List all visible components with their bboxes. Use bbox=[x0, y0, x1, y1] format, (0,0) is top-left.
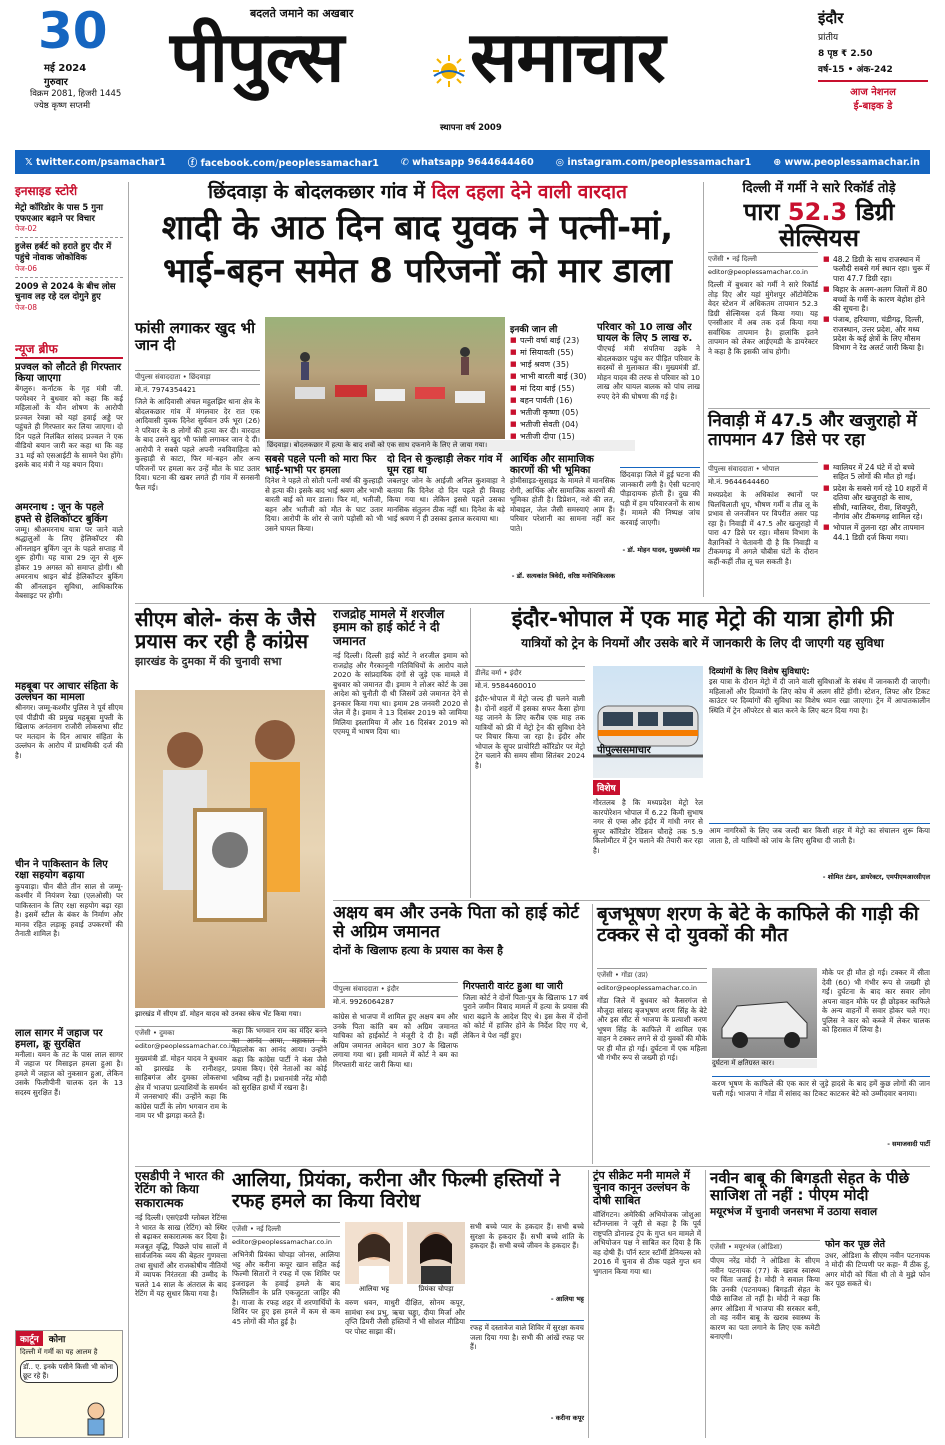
date-month: मई 2024 bbox=[44, 63, 87, 74]
brief-title: महबूबा पर आचार संहिता के उल्लंघन का मामला bbox=[15, 680, 118, 703]
sdp-story bbox=[135, 1170, 227, 1438]
sharjeel-headline: राजद्रोह मामले में शरजील इमाम को हाई कोर्ट ने दी जमानत bbox=[333, 607, 445, 648]
rafah-body2: वरुण धवन, माधुरी दीक्षित, सोनम कपूर, सामंथा रुथ प्रभु, ऋचा चड्ढा, दीया मिर्जा और तृप्ति डिमरी जैसी हस्तियों ने भी सोशल मीडिया पर पोस्ट साझा कीं। bbox=[345, 1298, 465, 1336]
niwari-bullet: ■ ग्वालियर में 24 घंटे में दो बच्चे सहित 5 लोगों की मौत हो गई। bbox=[823, 462, 930, 483]
akshay-body: कांग्रेस से भाजपा में शामिल हुए अक्षय बम और उनके पिता कांति बम को अग्रिम जमानत याचिका को हाईकोर्ट ने मंजूरी दे दी है। वहीं अग्रिम जमानत आवेदन धारा 307 के खिलाफ लगाया गया था। इसी मामले में कोर्ट ने बम का गिरफ्तारी वारंट जारी किया था। bbox=[333, 1012, 458, 1069]
brief-title: प्रज्वल को लौटते ही गिरफ्तार किया जाएगा bbox=[15, 362, 122, 385]
cm-note bbox=[620, 467, 700, 554]
globe-icon: ⊕ bbox=[773, 156, 785, 168]
bodies-illustration-icon bbox=[265, 317, 505, 439]
woman-portrait-icon bbox=[407, 1222, 465, 1284]
whatsapp-icon: ✆ bbox=[400, 156, 413, 168]
facebook-icon: ⓕ bbox=[187, 158, 201, 169]
whatsapp-text: whatsapp 9644644460 bbox=[412, 156, 534, 168]
cm-kans-body2: कहा कि भगवान राम का मंदिर बनने का आनंद आया, महाकाल के महालोक का आनंद आया। उन्होंने कहा कि कांग्रेस पार्टी ने कंस जैसे प्रयास किए। ऐसे नेताओं का कोई भविष्य नहीं है। प्रधानमंत्री नरेंद्र मोदी को सुरक्षित हाथों में रखना है। bbox=[232, 1026, 327, 1092]
lead-body: जिले के आदिवासी अंचल महुलझिर थाना क्षेत्र के बोदलकछार गांव में मंगलवार देर रात एक आदिवासी युवक दिनेश सुर्यवान उर्फ भूरा (26) ने परिवार के 8 लोगों की हत्या कर दी। वारदात के बाद उसने खुद भी फांसी लगाकर जान दे दी। आरोपी ने सबसे पहले अपनी नवविवाहिता को कुल्हाड़ी से काटा, फिर मां-बहन और अन्य परिजनों पर हमला कर उन्हें मौत के घाट उतार दिया। घटना की खबर लगते ही गांव में सनसनी फैल गई। bbox=[135, 397, 260, 492]
rafah-name-2: प्रियंका चोपड़ा bbox=[418, 1285, 454, 1293]
brief-item bbox=[15, 859, 123, 1021]
brief-body: श्रीनगर। जम्मू-कश्मीर पुलिस ने पूर्व सीएम एवं पीडीपी की प्रमुख महबूबा मुफ्ती के खिलाफ अनंतनाग राजौरी लोकसभा सीट पर मतदान के दिन आचार संहिता के उल्लंघन के आरोप में प्राथमिकी दर्ज की है। bbox=[15, 703, 123, 760]
people-illustration-icon bbox=[135, 690, 325, 1008]
instagram-icon: ◎ bbox=[555, 156, 568, 168]
rafah-quote-2-text: रफह में दस्तावेज वाले शिविर में सुरक्षा कवच जला दिया गया है। सभी की आंखें रफह पर हैं। bbox=[470, 1323, 584, 1351]
inside-item-page: पेज-06 bbox=[15, 263, 38, 273]
sharjeel-body: नई दिल्ली। दिल्ली हाई कोर्ट ने शरजील इमाम को राजद्रोह और गैरकानूनी गतिविधियों के आरोप वाले 2020 के सांप्रदायिक दंगों से जुड़े एक मामले में बुधवार को जमानत दी। इमाम ने लोअर कोर्ट के उस आदेश को चुनौती दी थी जिसमें उसे जमानत देने से इनकार किया गया था। इमाम 28 जनवरी 2020 से जेल में है। इमाम ने 13 दिसंबर 2019 को जामिया मिलिया इस्लामिया में और 16 दिसंबर 2019 को एएमयू में भाषण दिया था। bbox=[333, 651, 468, 737]
heat-headline bbox=[708, 199, 930, 253]
metro-mobile: मो.नं. 9584460010 bbox=[475, 682, 537, 690]
relief-body: पीएचई मंत्री संपतिया उइके ने बोदलकछार पहुंच कर पीड़ित परिवार के सदस्यों से मुलाकात की। मुख्यमंत्री डॉ. मोहन यादव की तरफ से परिवार को 10 लाख और घायल बालक को पांच लाख रुपए देने की घोषणा की गई है। bbox=[597, 344, 700, 401]
victim-item: ■ भतीजी कृष्णा (05) bbox=[510, 407, 595, 419]
heat-bullet: ■ बिहार के अलग-अलग जिलों में 80 बच्चों के गर्मी के कारण बेहोश होने की सूचना है। bbox=[823, 284, 930, 314]
inside-item[interactable] bbox=[15, 242, 123, 277]
brief-title: चीन ने पाकिस्तान के लिए रक्षा सहयोग बढ़ाया bbox=[15, 859, 108, 882]
naveen-byline: एजेंसी • मयूरभंज (ओडिशा) bbox=[710, 1240, 820, 1255]
inside-item-text: मेट्रो कॉरिडोर के पास 5 गुना एफएआर बढ़ाने पर विचार bbox=[15, 203, 103, 224]
trump-headline: ट्रंप सीक्रेट मनी मामले में चुनाव कानून उल्लंघन के दोषी साबित bbox=[593, 1169, 690, 1207]
lead-kicker bbox=[135, 182, 700, 203]
sdp-headline: एसडीपी ने भारत की रेटिंग को किया सकारात्मक bbox=[135, 1169, 225, 1210]
rafah-body: अभिनेत्री प्रियंका चोपड़ा जोनस, आलिया भट्ट और करीना कपूर खान सहित कई फिल्मी सितारों ने रफह में एक शिविर पर इजराइल के हवाई हमले के बाद फिलिस्तीन के प्रति एकजुटता जाहिर की है। गाजा के रफह शहर में शरणार्थियों के शिविर पर हुए इस हमले में कम से कम 45 लोगों की मौत हुई है। bbox=[232, 1250, 340, 1326]
naveen-story bbox=[710, 1170, 930, 1438]
column-rule bbox=[470, 608, 471, 898]
brij-story bbox=[597, 904, 930, 1159]
section-rule bbox=[135, 1166, 930, 1167]
today-day bbox=[818, 80, 928, 112]
akshay-sub2-box bbox=[463, 982, 588, 1157]
heat-byline: एजेंसी • नई दिल्ली bbox=[708, 252, 818, 267]
social-bar bbox=[15, 150, 930, 174]
rafah-photo-1 bbox=[345, 1222, 403, 1284]
victim-item: ■ भतीजी दीपा (15) bbox=[510, 431, 595, 443]
metro-right-body: इस यात्रा के दौरान मेट्रो में दी जाने वाली सुविधाओं के संबंध में जानकारी दी जाएगी। महिलाओं और दिव्यांगों के लिए कोच में अलग सीटें होंगी। स्टेशन, लिफ्ट और टिकट काउंटर पर दिव्यांगों की सुविधा का विशेष ध्यान रखा जाएगा। ट्रेन में आपातकालीन स्थिति में ट्रेन ऑपरेटर से बात करने के लिए बटन दिया गया है। bbox=[709, 677, 930, 715]
brief-body: कुपवाड़ा। चीन बीते तीन साल से जम्मू-कश्मीर में नियंत्रण रेखा (एलओसी) पर पाकिस्तान के लिए रक्षा सहयोग बढ़ा रहा है। इसमें स्टील के बंकर के निर्माण और मानव रहित लड़ाकू हवाई उपकरणों की तैनाती शामिल है। bbox=[15, 881, 123, 938]
whatsapp-link[interactable] bbox=[401, 157, 534, 168]
section-rule bbox=[333, 900, 930, 901]
inside-heading: इनसाइड स्टोरी bbox=[15, 184, 78, 198]
cm-note-sign: - डॉ. मोहन यादव, मुख्यमंत्री मप्र bbox=[622, 546, 700, 554]
akshay-mobile: मो.नं. 9926064287 bbox=[333, 998, 395, 1006]
brij-quote bbox=[712, 1076, 930, 1148]
rafah-byline: एजेंसी • नई दिल्ली bbox=[232, 1222, 340, 1237]
column-rule bbox=[128, 182, 129, 1438]
brij-body2: मौके पर ही मौत हो गई। टक्कर में सीता देवी (60) भी गंभीर रूप से जख्मी हो गईं। दुर्घटना के बाद कार सवार लोग अपना वाहन मौके पर ही छोड़कर काफिले के अन्य वाहनों में सवार होकर चले गए। पुलिस ने कार को कब्जे में लेकर चालक को हिरासत में लिया है। bbox=[822, 968, 930, 1034]
lead-sub3-head: आर्थिक और सामाजिक कारणों की भी भूमिका bbox=[510, 454, 594, 477]
metro-photo bbox=[593, 666, 703, 778]
news-brief-heading: न्यूज ब्रीफ bbox=[15, 340, 123, 359]
brief-item bbox=[15, 502, 123, 674]
brief-item bbox=[15, 1028, 123, 1160]
tagline: बदलते जमाने का अखबार bbox=[250, 7, 354, 20]
brief-title: लाल सागर में जहाज पर हमला, क्रू सुरक्षित bbox=[15, 1027, 103, 1050]
metro-quote bbox=[709, 823, 930, 881]
facebook-link[interactable] bbox=[188, 155, 379, 169]
x-icon: 𝕏 bbox=[25, 156, 36, 168]
niwari-body: मध्यप्रदेश के अधिकांश स्थानों पर चिलचिलाती धूप, भीषण गर्मी व तीव्र लू के प्रभाव से जनजीवन पर विपरीत असर पड़ रहा है। निवाड़ी में 47.5 और खजुराहो में पारा 47 डिसे पर रहा। मौसम विभाग के वैज्ञानिकों ने चेतावनी दी है कि निवाड़ी व टीकमगढ़ में अगले चौबीस घंटों के दौरान कहीं-कहीं तीव्र लू चल सकती है। bbox=[708, 490, 818, 566]
akshay-sub: दोनों के खिलाफ हत्या के प्रयास का केस है bbox=[333, 944, 504, 958]
title-left: पीपुल्स bbox=[170, 16, 344, 98]
metro-right-head: दिव्यांगों के लिए विशेष सुविधाएं: bbox=[709, 667, 810, 677]
rafah-story bbox=[232, 1170, 584, 1438]
inside-item-text: हुजेस हर्बर्ट को हराते हुए दौर में पहुंचे नोवाक जोकोविक bbox=[15, 242, 112, 263]
rafah-email: editor@peoplessamachar.co.in bbox=[232, 1238, 332, 1246]
lead-side-head: फांसी लगाकर खुद भी जान दी bbox=[135, 319, 255, 354]
heat-bullet: ■ 48.2 डिग्री के साथ राजस्थान में फलौदी सबसे गर्म स्थान रहा। चुरू में पारा 47.7 डिग्री रहा। bbox=[823, 254, 930, 284]
cm-kans-caption: झारखंड में सीएम डॉ. मोहन यादव को उनका स्केच भेंट किया गया। bbox=[135, 1010, 302, 1018]
brief-title: अमरनाथ : जून के पहले हफ्ते से हेलिकॉप्टर बुकिंग bbox=[15, 502, 108, 525]
brij-photo bbox=[712, 968, 817, 1058]
column-rule bbox=[703, 182, 704, 597]
date-vikram: विक्रम 2081, हिजरी 1445 bbox=[30, 89, 122, 99]
lead-kicker-black: छिंदवाड़ा के बोदलकछार गांव में bbox=[208, 181, 425, 203]
metro-special-tag: विशेष bbox=[593, 780, 620, 795]
trump-story bbox=[593, 1170, 701, 1438]
akshay-byline: पीपुल्स संवाददाता • इंदौर bbox=[333, 982, 458, 997]
rafah-quote-1 bbox=[470, 1222, 584, 1303]
title-right: समाचार bbox=[470, 16, 665, 98]
naveen-headline: नवीन बाबू की बिगड़ती सेहत के पीछे साजिश तो नहीं : पीएम मोदी bbox=[710, 1169, 910, 1204]
date-number: 30 bbox=[38, 2, 108, 60]
inside-item-page: पेज-02 bbox=[15, 224, 38, 234]
cm-kans-headline: सीएम बोले- कंस के जैसे प्रयास कर रही है कांग्रेस bbox=[135, 607, 316, 654]
lead-mobile: मो.नं. 7974354421 bbox=[135, 386, 197, 394]
niwari-story bbox=[708, 412, 930, 598]
founded: स्थापना वर्ष 2009 bbox=[440, 123, 502, 133]
cm-kans-photo bbox=[135, 690, 325, 1008]
heat-bullets bbox=[823, 254, 930, 354]
heat-headline-pre: पारा bbox=[743, 197, 788, 226]
heat-email: editor@peoplessamachar.co.in bbox=[708, 268, 808, 276]
brief-body: बेंगलुरु। कर्नाटक के गृह मंत्री जी. परमेश्वर ने बुधवार को कहा कि कई महिलाओं के यौन शोषण के आरोपी प्रज्वल रेवन्ना को यहां हवाई अड्डे पर पहुंचते ही गिरफ्तार कर लिया जाएगा। दो दिन पहले निलंबित सांसद प्रज्वल ने एक वीडियो बयान जारी कर कहा था कि वह 31 मई को एसआईटी के सामने पेश होंगे। इसके बाद मंत्री ने यह बयान दिया। bbox=[15, 384, 123, 470]
cartoon-label: कार्टून bbox=[16, 1331, 43, 1346]
brij-headline: बृजभूषण शरण के बेटे के काफिले की गाड़ी की टक्कर से दो युवकों की मौत bbox=[597, 903, 919, 947]
cm-kans-byline: एजेंसी • दुमका bbox=[135, 1026, 325, 1041]
rafah-headline: आलिया, प्रियंका, करीना और फिल्मी हस्तियों ने रफह हमले का किया विरोध bbox=[232, 1169, 561, 1213]
date-jyeshtha: ज्येष्ठ कृष्ण सप्तमी bbox=[34, 101, 91, 111]
metro-headline: इंदौर-भोपाल में एक माह मेट्रो की यात्रा होगी फ्री bbox=[511, 607, 894, 632]
today-day-line2: ई-बाइक डे bbox=[853, 101, 893, 112]
trump-body: वॉशिंगटन। अमेरिकी अभियोजक जोशुआ स्टीनग्लास ने जूरी से कहा है कि पूर्व राष्ट्रपति डोनाल्ड ट्रंप के गुप्त धन मामले में अभियोजन पक्ष ने साबित कर दिया है कि वह दोषी हैं। पॉर्न स्टार स्टॉर्मी डेनियल्स को 2016 में चुनाव से ठीक पहले गुप्त धन भुगतान किया गया था। bbox=[593, 1209, 701, 1276]
heat-body: दिल्ली में बुधवार को गर्मी ने सारे रिकॉर्ड तोड़ दिए और यहां मुंगेशपुर ऑटोमेटिक वेदर स्टेशन में अधिकतम तापमान 52.3 डिग्री सेल्सियस दर्ज किया गया। यह एनसीआर में अब तक दर्ज किया गया सर्वाधिक तापमान है। हालांकि इतने तापमान को लेकर आईएमडी के डायरेक्टर ने कहा है कि इसकी जांच होगी। bbox=[708, 280, 818, 356]
metro-right-box bbox=[709, 666, 930, 817]
rafah-quote-1-text: सभी बच्चे प्यार के हकदार हैं। सभी बच्चे सुरक्षा के हकदार हैं। सभी बच्चे शांति के हकदार हैं। सभी बच्चे जीवन के हकदार हैं। bbox=[470, 1222, 584, 1250]
twitter-text: twitter.com/psamachar1 bbox=[35, 156, 166, 168]
cm-note-text: छिंदवाड़ा जिले में हुई घटना की जानकारी लगी है। ऐसी घटनाएं पीड़ादायक होती हैं। दुख की घड़ी में हम परिवारजनों के साथ हैं। मामले की निष्पक्ष जांच करवाई जाएगी। bbox=[620, 470, 700, 527]
lead-story bbox=[135, 182, 700, 600]
inside-item[interactable] bbox=[15, 282, 123, 316]
lead-sub3-body: होमीसाइड-सुसाइड के मामले में मानसिक रोगी, आर्थिक और सामाजिक कारणों की भूमिका होती है। डिप्रेशन, नशे की लत, मोबाइल, जेल जैसी समस्याएं आम हैं। परिवार परेशानी का सामना नहीं कर पाते। bbox=[510, 476, 615, 533]
metro-story bbox=[475, 608, 930, 898]
facebook-text: facebook.com/peoplessamachar1 bbox=[200, 158, 379, 169]
niwari-bullet: ■ भोपाल में तुलना रहा और तापमान 44.1 डिग्री दर्ज किया गया। bbox=[823, 522, 930, 543]
date-weekday: गुरुवार bbox=[44, 77, 68, 88]
akshay-headline: अक्षय बम और उनके पिता को हाई कोर्ट से अग्रिम जमानत bbox=[333, 903, 579, 943]
instagram-text: instagram.com/peoplessamachar1 bbox=[567, 156, 752, 168]
akshay-story bbox=[333, 904, 588, 1164]
victims-box bbox=[510, 322, 595, 443]
inside-item-page: पेज-08 bbox=[15, 302, 38, 312]
victim-item: ■ बहन पार्वती (16) bbox=[510, 395, 595, 407]
edition-type: प्रांतीय bbox=[818, 33, 839, 43]
rafah-quote-1-sign: - आलिया भट्ट bbox=[550, 1295, 584, 1303]
inside-story bbox=[15, 182, 123, 316]
cm-kans-sub: झारखंड के दुमका में की चुनावी सभा bbox=[135, 654, 282, 668]
today-day-line1: आज नेशनल bbox=[850, 87, 896, 98]
rafah-photo-2 bbox=[407, 1222, 465, 1284]
lead-sub3-sign: - डॉ. सत्यकांत त्रिवेदी, वरिष्ठ मनोचिकित्सक bbox=[511, 572, 615, 581]
twitter-link[interactable] bbox=[25, 157, 166, 168]
cartoon-header bbox=[16, 1331, 122, 1346]
lead-kicker-red: दिल दहला देने वाली वारदात bbox=[431, 181, 627, 203]
metro-quote-sign: - शोमित टंडन, डायरेक्टर, एमपीएमआरसीएल bbox=[822, 873, 930, 881]
heat-headline-post: डिग्री सेल्सियस bbox=[779, 197, 895, 253]
lead-photo-caption: छिंदवाड़ा। बोदलकछार में हत्या के बाद शवों को एक साथ दफनाने के लिए ले जाया गया। bbox=[265, 440, 635, 451]
brij-body: गोंडा जिले में बुधवार को कैसरगंज से मौजूदा सांसद बृजभूषण शरण सिंह के बेटे और इस सीट से भाजपा के प्रत्याशी करण भूषण सिंह के काफिले में शामिल एक वाहन ने टक्कर लगने से दो युवकों की मौके पर ही मौत हो गई। दुर्घटना में एक महिला भी गंभीर रूप से जख्मी हो गई। bbox=[597, 996, 707, 1062]
brij-email: editor@peoplessamachar.co.in bbox=[597, 984, 697, 992]
inside-item[interactable] bbox=[15, 203, 123, 238]
cartoon-figure-icon bbox=[76, 1401, 116, 1437]
metro-watermark bbox=[597, 742, 651, 756]
lead-sub2 bbox=[387, 454, 505, 584]
pages-price: 8 पृष्ठ ₹ 2.50 bbox=[818, 49, 873, 59]
akshay-body2: जिला कोर्ट ने दोनों पिता-पुत्र के खिलाफ 17 वर्ष पुराने जमीन विवाद मामले में हत्या के प्रयास की धारा बढ़ाने के आदेश दिए थे। इस केस में दोनों को कोर्ट में हाजिर होने के निर्देश दिए गए थे, लेकिन वे पेश नहीं हुए। bbox=[463, 992, 588, 1040]
brief-item bbox=[15, 362, 123, 496]
lead-headline: शादी के आठ दिन बाद युवक ने पत्नी-मां, भाई-बहन समेत 8 परिजनों को मार डाला bbox=[161, 208, 674, 291]
website-text: www.peoplessamachar.in bbox=[784, 156, 920, 168]
naveen-sub: मयूरभंज में चुनावी जनसभा में उठाया सवाल bbox=[710, 1205, 878, 1218]
lead-sub1-body: दिनेश ने पहले तो सोती पत्नी वर्षा की कुल्हाड़ी से हत्या की। इसके बाद भाई श्रवण और भाभी बारती बाई को मार डाला। फिर मां, भतीजी, बहन और भतीजी को मौत के घाट उतार दिया। आरोपी के शोर से जागे पड़ोसी को भी उसने घायल किया। bbox=[265, 476, 383, 533]
rafah-name-1: आलिया भट्ट bbox=[358, 1285, 390, 1293]
relief-head: परिवार को 10 लाख और घायल के लिए 5 लाख रु. bbox=[597, 322, 693, 345]
metro-body2: गौरतलब है कि मध्यप्रदेश मेट्रो रेल कारपोरेशन भोपाल में 6.22 किमी सुभाष नगर से एम्स और इंदौर में गांधी नगर से सुपर कॉरिडोर रेडिसन चौराहे तक 5.9 किलोमीटर में ट्रेन चलाने की तैयारी कर रहा है। bbox=[593, 798, 703, 855]
akshay-sub2: गिरफ्तारी वारंट हुआ था जारी bbox=[463, 981, 563, 992]
naveen-sub2: फोन कर पूछ लेते bbox=[825, 1239, 886, 1250]
damaged-car-icon bbox=[712, 968, 817, 1058]
rafah-quote-2-sign: - करीना कपूर bbox=[550, 1414, 584, 1422]
victim-item: ■ भाभी बारती बाई (30) bbox=[510, 371, 595, 383]
niwari-mobile: मो.नं. 9644644460 bbox=[708, 478, 770, 486]
sun-logo-icon bbox=[430, 52, 468, 90]
cartoon-bubble: दिल्ली में गर्मी का यह आलम है bbox=[20, 1348, 98, 1356]
brij-quote-sign: - समाजवादी पार्टी bbox=[887, 1140, 930, 1148]
rafah-quote-2 bbox=[470, 1320, 584, 1422]
victim-item: ■ मां सियावती (55) bbox=[510, 347, 595, 359]
victim-item: ■ भाई श्रवण (35) bbox=[510, 359, 595, 371]
instagram-link[interactable] bbox=[556, 157, 752, 168]
victims-list bbox=[510, 335, 595, 443]
cm-kans-email: editor@peoplessamachar.co.in bbox=[135, 1042, 235, 1050]
victim-item: ■ मां दिया बाई (55) bbox=[510, 383, 595, 395]
column-rule bbox=[588, 1170, 589, 1438]
masthead bbox=[0, 0, 945, 150]
lead-sub1 bbox=[265, 454, 383, 584]
inside-item-text: 2009 से 2024 के बीच लोस चुनाव लड़ रहे दल दोगुने हुए bbox=[15, 281, 116, 303]
naveen-right bbox=[825, 1240, 930, 1431]
woman-portrait-icon bbox=[345, 1222, 403, 1284]
metro-sub: यात्रियों को ट्रेन के नियमों और उसके बारे में जानकारी के लिए दी जाएगी यह सुविधा bbox=[521, 635, 884, 650]
section-rule bbox=[708, 408, 930, 409]
website-link[interactable] bbox=[773, 157, 920, 168]
metro-byline: डीलेंद्र वर्मा • इंदौर bbox=[475, 666, 585, 681]
brief-body: जम्मू। श्रीअमरनाथ यात्रा पर जाने वाले श्रद्धालुओं के लिए हेलिकॉप्टर की ऑनलाइन बुकिंग जून के पहले सप्ताह में शुरू होगी। यह यात्रा 29 जून से शुरू होकर 19 अगस्त को समाप्त होगी। श्री अमरनाथ श्राइन बोर्ड हेलिकॉप्टर बुकिंग की ऑनलाइन सुविधा, आधिकारिक वेबसाइट पर होगी। bbox=[15, 524, 123, 601]
lead-sub2-body: जबलपुर जोन के आईजी अनिल कुशवाहा ने बताया कि दिनेश दो दिन पहले ही विवाह किया गया था। लेकिन इससे पहले उसका मानसिक संतुलन ठीक नहीं था। दिनेश के बड़े भाई श्रवण ने ही उसका इलाज करवाया था। bbox=[387, 476, 505, 524]
heat-kicker: दिल्ली में गर्मी ने सारे रिकॉर्ड तोड़े bbox=[742, 181, 896, 196]
cartoon-label2: कोना bbox=[48, 1335, 66, 1345]
heat-bullet: ■ पंजाब, हरियाणा, चंडीगढ़, दिल्ली, राजस्थान, उत्तर प्रदेश, और मध्य प्रदेश के कई क्षेत्रों के लिए मौसम विभाग ने रेड अलर्ट जारी किया है। bbox=[823, 314, 930, 354]
heat-story bbox=[708, 182, 930, 412]
cartoon-box bbox=[15, 1330, 123, 1438]
niwari-headline: निवाड़ी में 47.5 और खजुराहो में तापमान 47 डिसे पर रहा bbox=[708, 411, 917, 451]
metro-body: इंदौर-भोपाल में मेट्रो जल्द ही चलने वाली है। दोनों शहरों में इसका सफर कैसा होगा यह जानने के लिए करीब एक माह तक यात्रियों को फ्री में मेट्रो ट्रेन की सुविधा देने पर विचार किया जा रहा है। इंदौर और भोपाल के सुपर प्रायोरिटी कॉरिडोर पर मेट्रो ट्रेन चलाने की समय सीमा सितंबर 2024 है। bbox=[475, 694, 585, 770]
lead-sub2-head: दो दिन से कुल्हाड़ी लेकर गांव में घूम रहा था bbox=[387, 454, 503, 477]
sharjeel-story bbox=[333, 608, 468, 898]
naveen-body: पीएम नरेंद्र मोदी ने ओडिशा के सीएम नवीन पटनायक (77) के खराब स्वास्थ्य पर चिंता जताई है। मोदी ने सवाल किया कि उनकी (पटनायक) बिगड़ती सेहत के पीछे साजिश तो नहीं है। मोदी ने कहा कि अगर ओडिशा में भाजपा की सरकार बनी, तो वह नवीन बाबू के खराब स्वास्थ्य के कारण का पता लगाने के लिए एक कमेटी बनाएगी। bbox=[710, 1256, 820, 1341]
year-issue: वर्ष-15 • अंक-242 bbox=[818, 65, 893, 75]
brij-photo-caption: दुर्घटना में क्षतिग्रस्त कार। bbox=[712, 1059, 817, 1068]
metro-quote-text: आम नागरिकों के लिए जब जल्दी बार किसी शहर में मेट्रो का संचालन शुरू किया जाता है, तो यात्रियों को जांच के लिए सुविधा दी जाती है। bbox=[709, 826, 930, 845]
niwari-bullets bbox=[823, 462, 930, 543]
lead-sub1-head: सबसे पहले पत्नी को मारा फिर भाई-भाभी पर हमला bbox=[265, 454, 377, 477]
brief-body: मनीला। यमन के तट के पास लाल सागर में जहाज पर मिसाइल हमला हुआ है। हमले में जहाज को नुकसान हुआ, लेकिन उसके फिलीपीनी चालक दल के 13 सदस्य सुरक्षित हैं। bbox=[15, 1049, 123, 1097]
victims-heading: इनकी जान ली bbox=[510, 325, 558, 335]
news-brief bbox=[15, 340, 123, 1350]
section-rule bbox=[135, 603, 930, 604]
metro-watermark-right: समाचार bbox=[622, 745, 651, 756]
victim-item: ■ भतीजी सेवती (04) bbox=[510, 419, 595, 431]
brief-item bbox=[15, 681, 123, 853]
metro-watermark-left: पीपुल्स bbox=[597, 745, 623, 756]
cm-kans-body: मुख्यमंत्री डॉ. मोहन यादव ने बुधवार को झारखंड के रानीशहर, साहिबगंज और दुमका लोकसभा क्षेत्र में भाजपा प्रत्याशियों के समर्थन में जनसभाएं कीं। उन्होंने कहा कि कांग्रेस पार्टी के लोग भगवान राम के नाम पर भी झगड़ा करते हैं। bbox=[135, 1054, 227, 1120]
heat-headline-num: 52.3 bbox=[787, 197, 848, 226]
lead-byline: पीपुल्स संवाददाता • छिंदवाड़ा bbox=[135, 370, 260, 385]
edition-city: इंदौर bbox=[818, 9, 844, 27]
niwari-byline: पीपुल्स संवाददाता • भोपाल bbox=[708, 462, 818, 477]
brij-byline: एजेंसी • गोंडा (उप्र) bbox=[597, 968, 707, 983]
sdp-body: नई दिल्ली। एसएंडपी ग्लोबल रेटिंग्स ने भारत के साख (रेटिंग) को स्थिर से बढ़ाकर सकारात्मक कर दिया है। मजबूत वृद्धि, पिछले पांच सालों में सार्वजनिक व्यय की बेहतर गुणवत्ता तथा सुधारों और राजकोषीय नीतियों में व्यापक निरंतरता की उम्मीद के चलते 14 साल के अंतराल के बाद रेटिंग में यह सुधार किया गया है। bbox=[135, 1213, 227, 1299]
lead-photo bbox=[265, 317, 505, 439]
brij-quote-text: करण भूषण के काफिले की एक कार से जुड़े हादसे के बाद हमें कुछ लोगों की जान चली गई। भाजपा ने गोंडा में सांसद का टिकट काटकर बेटे को उम्मीदवार बनाया। bbox=[712, 1079, 930, 1098]
cartoon-speech: डॉ.. ए. इनके पसीने किसी भी कोना छूट रहे हैं। bbox=[20, 1360, 118, 1383]
niwari-bullet: ■ प्रदेश के सबसे गर्म रहे 10 शहरों में दतिया और खजुराहो के साथ, सीधी, ग्वालियर, रीवा, शिवपुरी, नौगांव और टीकमगढ़ शामिल रहे। bbox=[823, 483, 930, 523]
naveen-body2: उधर, ओडिशा के सीएम नवीन पटनायक ने मोदी की टिप्पणी पर कहा- मैं ठीक हूं, अगर मोदी को चिंता थी तो वे मुझे फोन कर पूछ सकते थे। bbox=[825, 1250, 930, 1289]
metro-train-icon bbox=[593, 666, 703, 778]
column-rule bbox=[592, 904, 593, 1164]
victim-item: ■ पत्नी वर्षा बाई (23) bbox=[510, 335, 595, 347]
relief-box bbox=[597, 322, 700, 479]
column-rule bbox=[705, 1170, 706, 1438]
